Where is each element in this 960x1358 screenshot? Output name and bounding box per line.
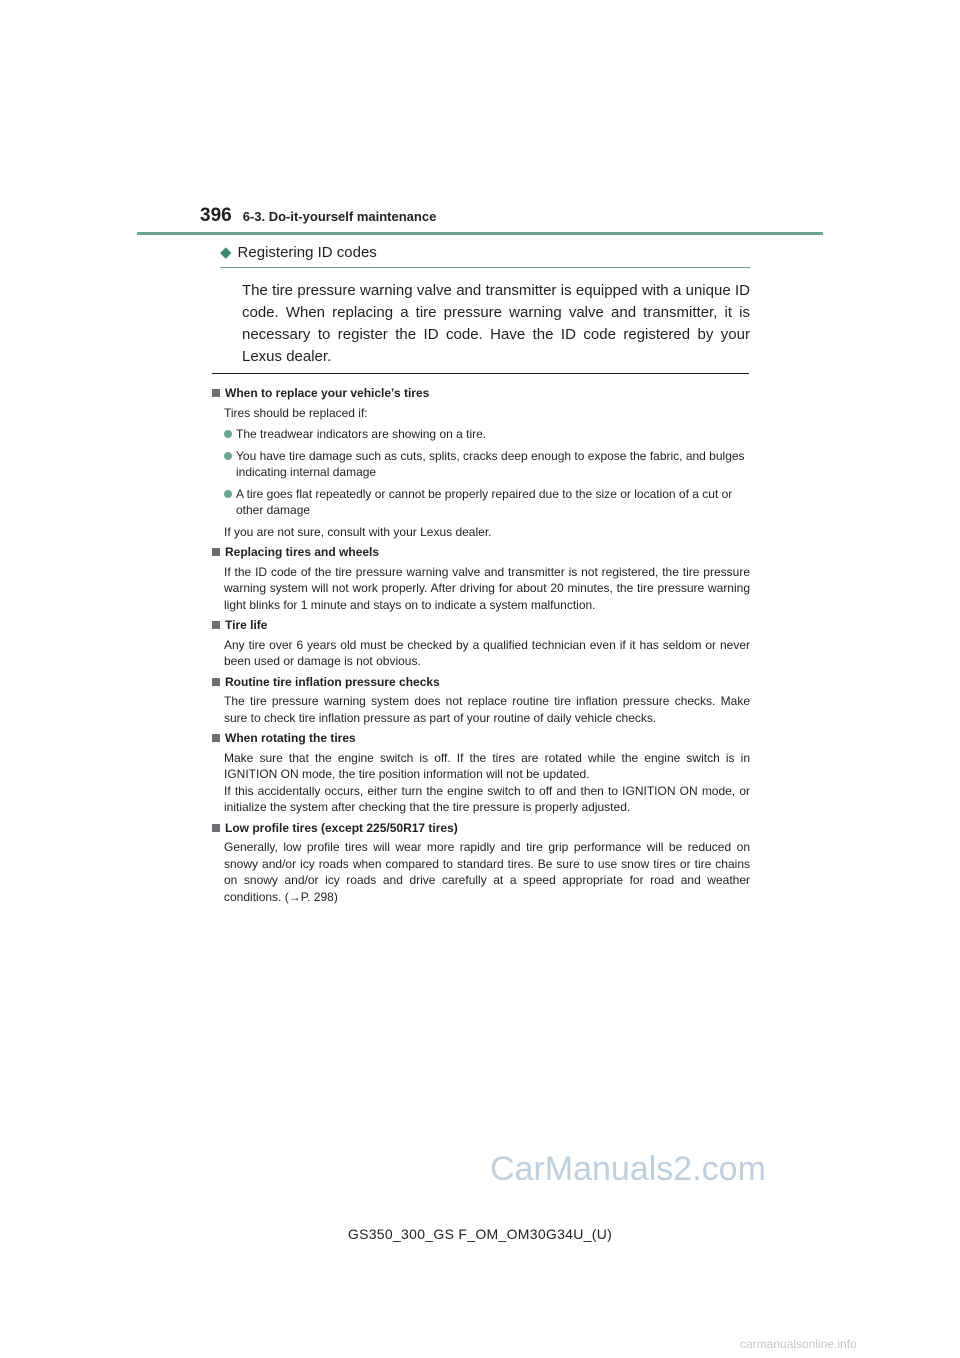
- registering-id-section: [220, 243, 750, 368]
- section-heading: [220, 243, 750, 268]
- note-inflation-checks: [212, 674, 750, 727]
- list-item: A tire goes flat repeatedly or cannot be properly repaired due to the size or location of a cut or other damage: [224, 486, 750, 519]
- note-replace-tires: [212, 385, 750, 540]
- list-item: You have tire damage such as cuts, splits, cracks deep enough to expose the fabric, and bulges indicating internal damage: [224, 448, 750, 481]
- note-tire-life: [212, 617, 750, 670]
- note-rotating-tires: [212, 730, 750, 816]
- dot-bullet-icon: [224, 452, 232, 460]
- square-bullet-icon: [212, 621, 220, 629]
- notes-list: [212, 385, 750, 909]
- note-body: If the ID code of the tire pressure warning valve and transmitter is not registered, the tire pressure warning system will not work properly. After driving for about 20 minutes, the tire pressure warning light blinks for 1 minute and stays on to indicate a system malfunction.: [224, 564, 750, 612]
- note-body-continued: If this accidentally occurs, either turn the engine switch to off and then to IGNITION ON mode, or initialize the system after checking that the tire pressure is properly adjusted.: [224, 783, 750, 814]
- diamond-icon: ◆: [220, 244, 232, 261]
- note-body: Generally, low profile tires will wear more rapidly and tire grip performance will be reduced on snowy and/or icy roads when compared to standard tires. Be sure to use snow tires or tire chains on snowy and/or icy roads and drive carefully at a speed appropriate for road and weather conditions. (→P. 298): [224, 840, 750, 904]
- note-title: When rotating the tires: [225, 731, 356, 745]
- square-bullet-icon: [212, 548, 220, 556]
- dot-bullet-icon: [224, 430, 232, 438]
- square-bullet-icon: [212, 678, 220, 686]
- note-body: Make sure that the engine switch is off. If the tires are rotated while the engine switch is in IGNITION ON mode, the tire position information will not be updated.: [224, 750, 750, 781]
- section-divider: [212, 373, 749, 374]
- square-bullet-icon: [212, 734, 220, 742]
- note-title: Low profile tires (except 225/50R17 tires): [225, 820, 458, 835]
- square-bullet-icon: [212, 389, 220, 397]
- note-outro: If you are not sure, consult with your Lexus dealer.: [224, 524, 492, 539]
- document-footer: GS350_300_GS F_OM_OM30G34U_(U): [347, 1226, 613, 1242]
- dot-bullet-icon: [224, 490, 232, 498]
- watermark-logo: CarManuals2.com: [490, 1150, 766, 1188]
- note-title: Routine tire inflation pressure checks: [225, 674, 440, 689]
- header-divider: [137, 232, 823, 235]
- note-replacing-tires-wheels: [212, 544, 750, 613]
- note-low-profile-tires: [212, 820, 750, 906]
- page-header: [200, 205, 436, 227]
- note-title: Replacing tires and wheels: [225, 545, 380, 559]
- chapter-title: 6-3. Do-it-yourself maintenance: [242, 209, 437, 224]
- page-number: 396: [200, 205, 232, 226]
- square-bullet-icon: [212, 824, 220, 832]
- note-title: Tire life: [225, 618, 268, 632]
- note-body: Any tire over 6 years old must be checked by a qualified technician even if it has seldom or never been used or damage is not obvious.: [224, 637, 750, 668]
- site-watermark: carmanualsonline.info: [740, 1337, 857, 1351]
- note-title: When to replace your vehicle’s tires: [225, 386, 430, 400]
- section-body: The tire pressure warning valve and transmitter is equipped with a unique ID code. When replacing a tire pressure warning valve and transmitter, it is necessary to register the ID code. Have the ID code registered by your Lexus dealer.: [242, 282, 750, 365]
- list-item: The treadwear indicators are showing on a tire.: [224, 426, 750, 443]
- section-title: Registering ID codes: [237, 243, 377, 261]
- note-intro: Tires should be replaced if:: [224, 405, 368, 420]
- note-body: The tire pressure warning system does not replace routine tire inflation pressure checks. Make sure to check tire inflation pressure as part of your routine of daily vehicle checks.: [224, 694, 750, 725]
